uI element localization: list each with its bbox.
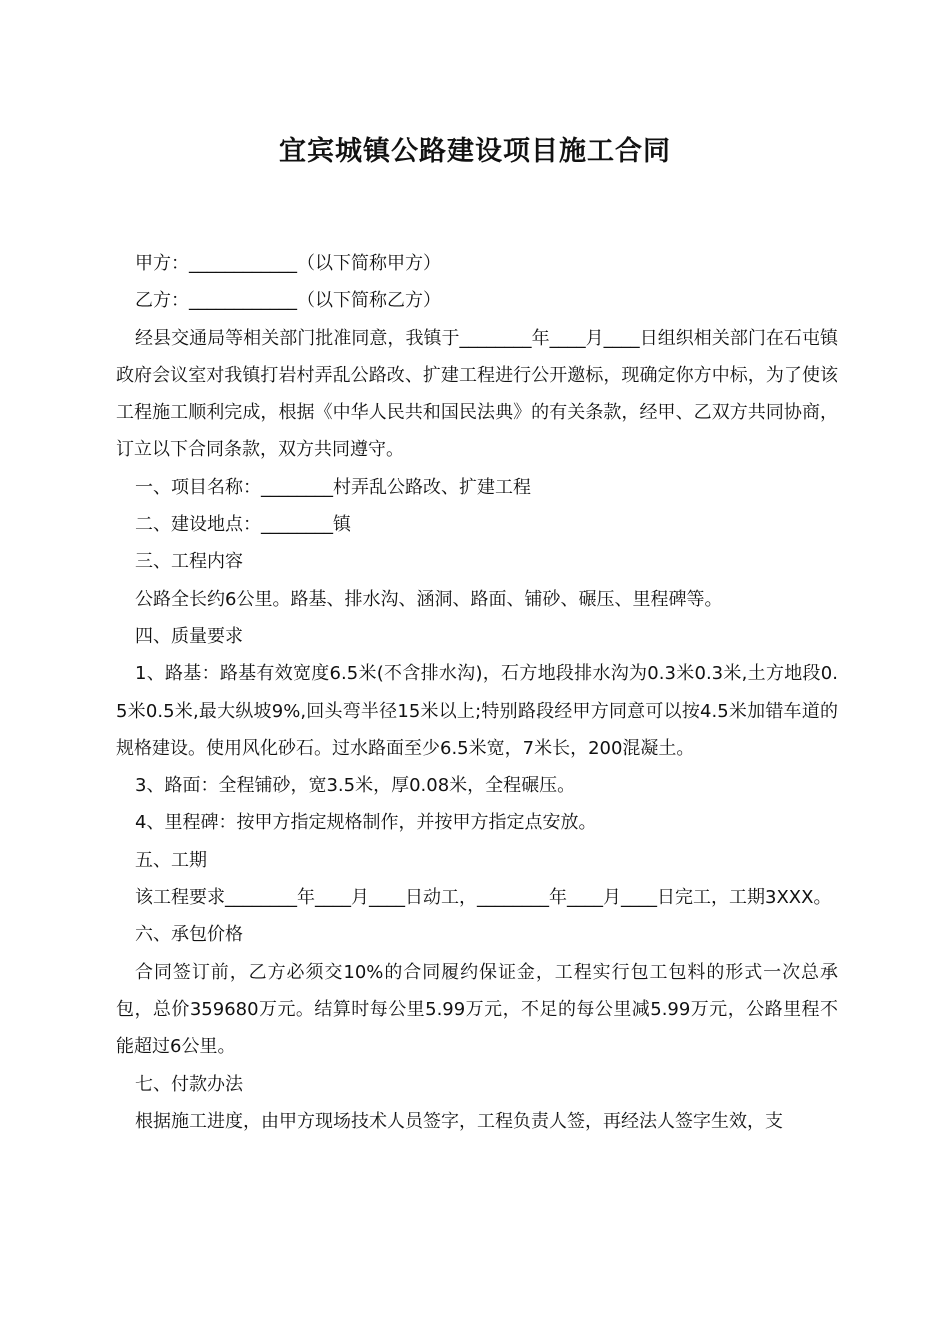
- payment-paragraph: 根据施工进度，由甲方现场技术人员签字，工程负责人签，再经法人签字生效，支: [135, 1110, 783, 1132]
- schedule-paragraph: 该工程要求________年____月____日动工，________年____月____日完工，工期3XXX。: [135, 887, 832, 909]
- section-heading-quality: 四、质量要求: [135, 625, 243, 647]
- preamble-paragraph: 经县交通局等相关部门批准同意，我镇于________年____月____日组织相关部门在石屯镇政府会议室对我镇打岩村弄乱公路改、扩建工程进行公开邀标，现确定你方中标，为了使该工程施工顺利完成，根据《中华人民共和国民法典》的有关条款，经甲、乙双方共同协商，订立以下合同条款，双方共同遵守。: [116, 327, 838, 461]
- section-construction-site: 二、建设地点：________镇: [135, 514, 351, 536]
- quality-surface-paragraph: 3、路面：全程铺砂，宽3.5米，厚0.08米，全程碾压。: [135, 775, 576, 797]
- party-b-line: 乙方：____________（以下简称乙方）: [135, 290, 441, 312]
- section-heading-payment: 七、付款办法: [135, 1073, 243, 1095]
- section-heading-schedule: 五、工期: [135, 849, 207, 871]
- quality-milestone-paragraph: 4、里程碑：按甲方指定规格制作，并按甲方指定点安放。: [135, 812, 597, 834]
- section-heading-price: 六、承包价格: [135, 924, 243, 946]
- section-project-name: 一、项目名称：________村弄乱公路改、扩建工程: [135, 476, 531, 498]
- section-heading-work-content: 三、工程内容: [135, 551, 243, 573]
- document-title: 宜宾城镇公路建设项目施工合同: [279, 136, 671, 167]
- price-paragraph: 合同签订前，乙方必须交10%的合同履约保证金，工程实行包工包料的形式一次总承包，总价359680万元。结算时每公里5.99万元，不足的每公里减5.99万元，公路里程不能超过6公里。: [116, 961, 838, 1058]
- document-body: [116, 245, 838, 1140]
- party-a-line: 甲方：____________（以下简称甲方）: [135, 253, 441, 274]
- quality-roadbed-paragraph: 1、路基：路基有效宽度6.5米(不含排水沟)，石方地段排水沟为0.3米0.3米,土方地段0.5米0.5米,最大纵坡9%,回头弯半径15米以上;特别路段经甲方同意可以按4.5米加错车道的规格建设。使用风化砂石。过水路面至少6.5米宽，7米长，200混凝土。: [116, 663, 838, 759]
- work-content-paragraph: 公路全长约6公里。路基、排水沟、涵洞、路面、铺砂、碾压、里程碑等。: [135, 588, 723, 610]
